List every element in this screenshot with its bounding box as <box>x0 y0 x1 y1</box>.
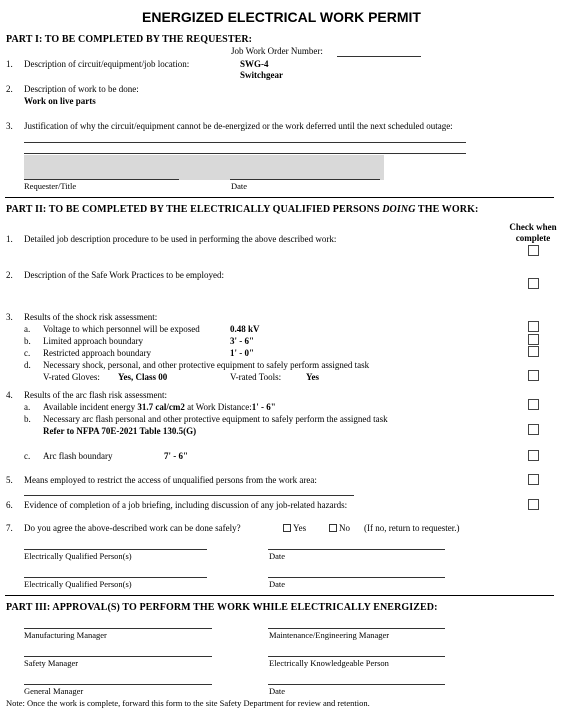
safety-manager-label: Safety Manager <box>24 658 79 668</box>
p2-item3c-letter: c. <box>24 348 31 358</box>
p2-item3d-label: Necessary shock, personal, and other protective equipment to safely perform assigned task <box>43 360 370 370</box>
p2-item4c-letter: c. <box>24 451 31 461</box>
restrict-access-line[interactable] <box>24 495 354 496</box>
p2-item2-num: 2. <box>6 270 13 280</box>
p2-item3c-value: 1' - 0" <box>230 348 254 358</box>
no-checkbox-icon[interactable] <box>329 524 337 532</box>
p2-item1-label: Detailed job description procedure to be used in performing the above described work: <box>24 234 337 244</box>
permit-title: ENERGIZED ELECTRICAL WORK PERMIT <box>142 9 421 25</box>
part3-heading: PART III: APPROVAL(S) TO PERFORM THE WORK WHILE ELECTRICALLY ENERGIZED: <box>6 602 438 613</box>
general-manager-label: General Manager <box>24 686 84 696</box>
p1-item3-num: 3. <box>6 121 13 131</box>
p2-item3c-label: Restricted approach boundary <box>43 348 151 358</box>
mfg-manager-line[interactable] <box>24 628 212 629</box>
requester-date-label: Date <box>231 181 248 191</box>
check-item6[interactable] <box>528 499 539 510</box>
p1-item1-label: Description of circuit/equipment/job location: <box>24 59 190 69</box>
p2-item3b-label: Limited approach boundary <box>43 336 143 346</box>
p2-item4c-value: 7' - 6" <box>164 451 188 461</box>
divider-part2 <box>5 595 554 596</box>
gloves-label: V-rated Gloves: <box>43 372 100 382</box>
check-header-2: complete <box>515 233 551 243</box>
maint-manager-label: Maintenance/Engineering Manager <box>269 630 390 640</box>
p1-item1-value-2: Switchgear <box>240 70 283 80</box>
p1-item1-num: 1. <box>6 59 13 69</box>
p2-item4a-letter: a. <box>24 402 31 412</box>
p2-item4b-value: Refer to NFPA 70E-2021 Table 130.5(G) <box>43 426 197 436</box>
p1-item2-value: Work on live parts <box>24 96 96 106</box>
eqp-signature-line-1[interactable] <box>24 549 207 550</box>
p1-item3-label: Justification of why the circuit/equipment cannot be de-energized or the work deferred until the next scheduled outage: <box>24 121 453 131</box>
maint-manager-line[interactable] <box>268 628 445 629</box>
tools-value: Yes <box>306 372 319 382</box>
check-item4c[interactable] <box>528 450 539 461</box>
general-manager-line[interactable] <box>24 684 212 685</box>
check-item3a[interactable] <box>528 321 539 332</box>
p2-item6-label: Evidence of completion of a job briefing, including discussion of any job-related hazards: <box>24 500 348 510</box>
check-item3b[interactable] <box>528 334 539 345</box>
p2-item3b-value: 3' - 6" <box>230 336 254 346</box>
p2-item4b-letter: b. <box>24 414 31 424</box>
knowledgeable-person-line[interactable] <box>268 656 445 657</box>
p2-item3a-value: 0.48 kV <box>230 324 260 334</box>
p2-item4-num: 4. <box>6 390 13 400</box>
item7-yes-option[interactable]: Yes <box>283 523 306 533</box>
job-order-field[interactable] <box>337 56 421 57</box>
gm-date-label: Date <box>269 686 286 696</box>
p2-item3b-letter: b. <box>24 336 31 346</box>
gloves-value: Yes, Class 00 <box>118 372 168 382</box>
item7-note: (If no, return to requester.) <box>364 523 460 533</box>
p2-item3a-letter: a. <box>24 324 31 334</box>
p2-item1-num: 1. <box>6 234 13 244</box>
eqp-label-2: Electrically Qualified Person(s) <box>24 579 132 589</box>
check-item4a[interactable] <box>528 399 539 410</box>
justification-line-2[interactable] <box>24 153 466 154</box>
job-order-label: Job Work Order Number: <box>231 46 323 56</box>
p2-item5-num: 5. <box>6 475 13 485</box>
p2-item3-num: 3. <box>6 312 13 322</box>
p2-item2-label: Description of the Safe Work Practices to be employed: <box>24 270 225 280</box>
knowledgeable-person-label: Electrically Knowledgeable Person <box>269 658 389 668</box>
p2-item3-label: Results of the shock risk assessment: <box>24 312 158 322</box>
p1-item2-num: 2. <box>6 84 13 94</box>
check-item4b[interactable] <box>528 424 539 435</box>
p2-item4c-label: Arc flash boundary <box>43 451 113 461</box>
footer-note: Note: Once the work is complete, forward this form to the site Safety Department for review and retention. <box>6 698 370 708</box>
requester-date-line[interactable] <box>230 179 380 180</box>
p2-item3d-letter: d. <box>24 360 31 370</box>
check-item2[interactable] <box>528 278 539 289</box>
p1-item1-value-1: SWG-4 <box>240 59 269 69</box>
check-item5[interactable] <box>528 474 539 485</box>
justification-line-1[interactable] <box>24 142 466 143</box>
p2-item6-num: 6. <box>6 500 13 510</box>
divider-part1 <box>5 197 554 198</box>
mfg-manager-label: Manufacturing Manager <box>24 630 107 640</box>
p2-item7-row: Do you agree the above-described work can be done safely? <box>24 523 241 533</box>
p2-item3a-label: Voltage to which personnel will be exposed <box>43 324 200 334</box>
eqp-date-line-1[interactable] <box>268 549 445 550</box>
check-header-1: Check when <box>509 222 557 232</box>
item7-no-option[interactable]: No <box>329 523 350 533</box>
tools-label: V-rated Tools: <box>230 372 282 382</box>
part1-heading: PART I: TO BE COMPLETED BY THE REQUESTER: <box>6 34 253 45</box>
eqp-date-label-1: Date <box>269 551 286 561</box>
check-item1[interactable] <box>528 245 539 256</box>
yes-checkbox-icon[interactable] <box>283 524 291 532</box>
requester-signature-redaction <box>24 155 384 180</box>
p2-item4a-row: Available incident energy 31.7 cal/cm2 at Work Distance:1' - 6" <box>43 402 276 412</box>
eqp-date-label-2: Date <box>269 579 286 589</box>
p2-item7-num: 7. <box>6 523 13 533</box>
p2-item5-label: Means employed to restrict the access of unqualified persons from the work area: <box>24 475 317 485</box>
requester-label: Requester/Title <box>24 181 77 191</box>
eqp-signature-line-2[interactable] <box>24 577 207 578</box>
check-item3c[interactable] <box>528 346 539 357</box>
eqp-date-line-2[interactable] <box>268 577 445 578</box>
part2-heading: PART II: TO BE COMPLETED BY THE ELECTRICALLY QUALIFIED PERSONS DOING THE WORK: <box>6 204 479 215</box>
p2-item4b-label: Necessary arc flash personal and other protective equipment to safely perform the assigned task <box>43 414 388 424</box>
eqp-label-1: Electrically Qualified Person(s) <box>24 551 132 561</box>
safety-manager-line[interactable] <box>24 656 212 657</box>
requester-signature-line[interactable] <box>24 179 179 180</box>
gm-date-line[interactable] <box>268 684 445 685</box>
p2-item4-label: Results of the arc flash risk assessment: <box>24 390 167 400</box>
check-item3d[interactable] <box>528 370 539 381</box>
p1-item2-label: Description of work to be done: <box>24 84 139 94</box>
